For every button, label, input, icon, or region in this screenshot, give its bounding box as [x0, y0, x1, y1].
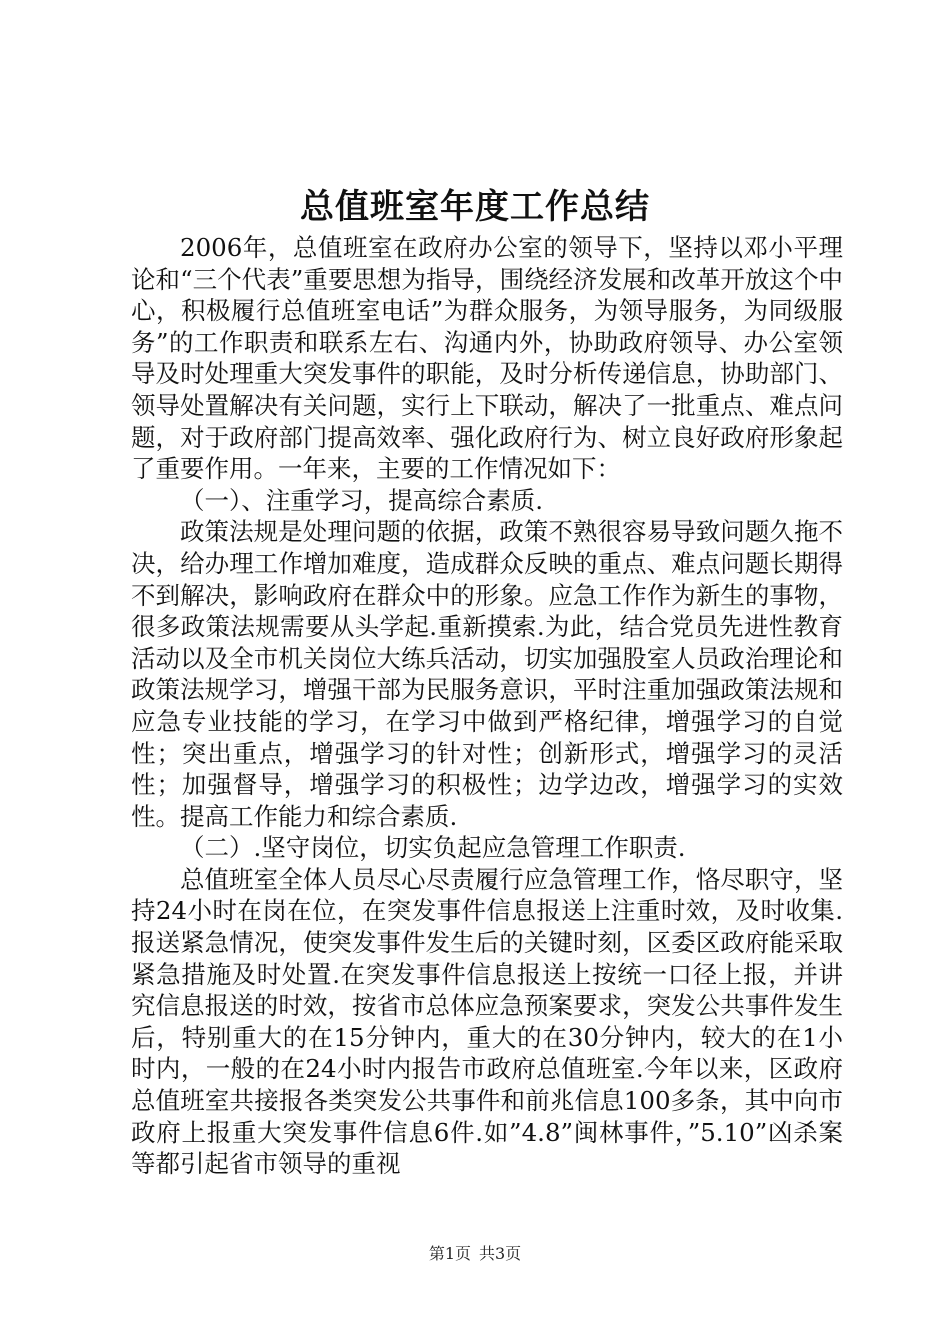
paragraph-section-2: 总值班室全体人员尽心尽责履行应急管理工作，恪尽职守，坚持24小时在岗在位，在突发事件信息报送上注重时效，及时收集.报送紧急情况，使突发事件发生后的关键时刻，区委区政府能采取紧急措施及时处置.在突发事件信息报送上按统一口径上报，并讲究信息报送的时效，按省市总体应急预案要求，突发公共事件发生后，特别重大的在15分钟内，重大的在30分钟内，较大的在1小时内，一般的在24小时内报告市政府总值班室.今年以来，区政府总值班室共接报各类突发公共事件和前兆信息100多条，其中向市政府上报重大突发事件信息6件.如”4.8”闽林事件，”5.10”凶杀案等都引起省市领导的重视: [131, 864, 843, 1179]
page-number: 第1页: [428, 1244, 471, 1263]
section-heading-1: （一）、注重学习，提高综合素质.: [180, 485, 544, 515]
document-body: [131, 232, 843, 1180]
document-title: 总值班室年度工作总结: [300, 187, 650, 227]
paragraph-section-1: 政策法规是处理问题的依据，政策不熟很容易导致问题久拖不决，给办理工作增加难度，造成群众反映的重点、难点问题长期得不到解决，影响政府在群众中的形象。应急工作作为新生的事物，很多政策法规需要从头学起.重新摸索.为此，结合党员先进性教育活动以及全市机关岗位大练兵活动，切实加强股室人员政治理论和政策法规学习，增强干部为民服务意识，平时注重加强政策法规和应急专业技能的学习，在学习中做到严格纪律，增强学习的自觉性；突出重点，增强学习的针对性；创新形式，增强学习的灵活性；加强督导，增强学习的积极性；边学边改，增强学习的实效性。提高工作能力和综合素质.: [131, 517, 843, 831]
page-total: 共3页: [479, 1244, 522, 1263]
page-footer: [0, 1243, 950, 1265]
section-heading-2: （二）.坚守岗位，切实负起应急管理工作职责.: [180, 833, 686, 863]
paragraph-intro: 2006年，总值班室在政府办公室的领导下，坚持以邓小平理论和“三个代表”重要思想为指导，围绕经济发展和改革开放这个中心，积极履行总值班室电话”为群众服务，为领导服务，为同级服务”的工作职责和联系左右、沟通内外，协助政府领导、办公室领导及时处理重大突发事件的职能，及时分析传递信息，协助部门、领导处置解决有关问题，实行上下联动，解决了一批重点、难点问题，对于政府部门提高效率、强化政府行为、树立良好政府形象起了重要作用。一年来，主要的工作情况如下：: [131, 233, 843, 484]
